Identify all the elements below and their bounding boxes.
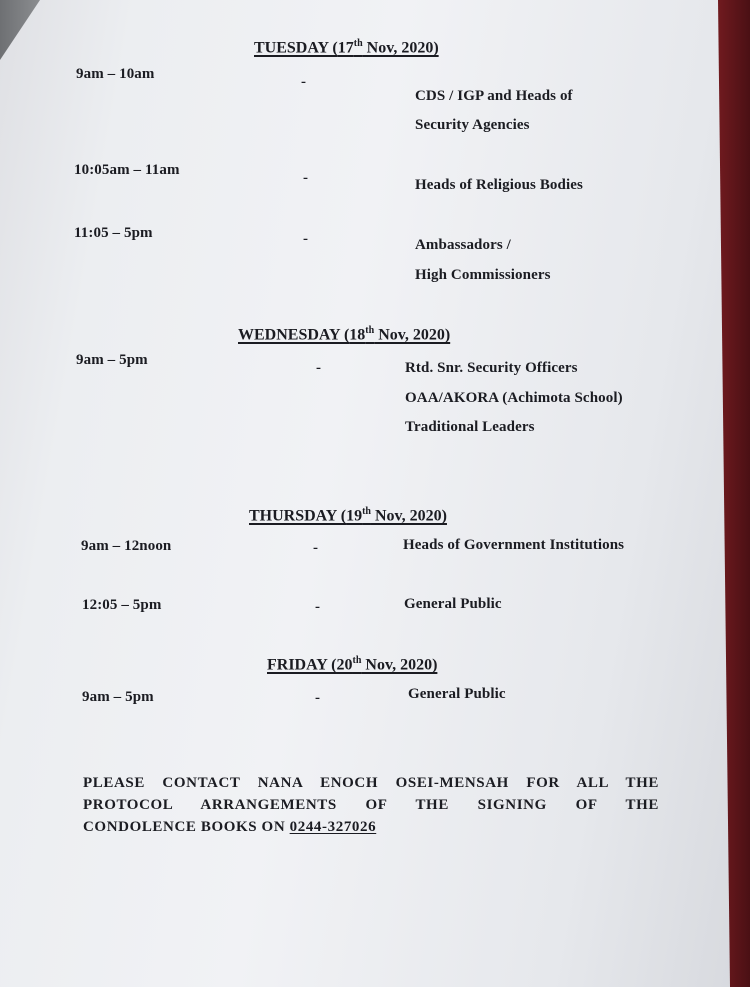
slot-time: 11:05 – 5pm: [74, 225, 153, 241]
slot-time: 12:05 – 5pm: [82, 597, 162, 613]
slot-attendee: Traditional Leaders: [405, 419, 535, 435]
slot-dash: -: [315, 690, 320, 706]
slot-time: 9am – 5pm: [76, 352, 148, 368]
slot-time: 9am – 12noon: [81, 538, 172, 554]
slot-attendee: Ambassadors /: [415, 237, 511, 253]
day-heading-tuesday: TUESDAY (17th Nov, 2020): [254, 38, 439, 57]
slot-attendee: Heads of Government Institutions: [403, 537, 625, 553]
contact-notice-line: PROTOCOL ARRANGEMENTS OF THE SIGNING OF THE: [83, 797, 659, 813]
contact-notice: [83, 772, 659, 838]
contact-notice-text: CONDOLENCE BOOKS ON: [83, 819, 286, 835]
contact-phone-number: 0244-327026: [289, 819, 377, 835]
day-heading-friday: FRIDAY (20th Nov, 2020): [267, 655, 438, 674]
slot-attendee: General Public: [404, 596, 502, 612]
slot-dash: -: [313, 540, 318, 556]
slot-time: 9am – 10am: [76, 66, 155, 82]
contact-notice-line: PLEASE CONTACT NANA ENOCH OSEI-MENSAH FOR ALL THE: [83, 775, 659, 791]
slot-attendee: General Public: [408, 686, 506, 702]
contact-notice-line: [83, 816, 659, 838]
slot-time: 10:05am – 11am: [74, 162, 180, 178]
slot-attendee: Security Agencies: [415, 117, 530, 133]
day-heading-thursday: THURSDAY (19th Nov, 2020): [249, 506, 447, 525]
slot-attendee: High Commissioners: [415, 267, 551, 283]
slot-dash: -: [316, 360, 321, 376]
slot-dash: -: [315, 599, 320, 615]
slot-attendee: Heads of Religious Bodies: [415, 177, 583, 193]
slot-attendee: CDS / IGP and Heads of: [415, 88, 573, 104]
day-heading-wednesday: WEDNESDAY (18th Nov, 2020): [238, 325, 451, 344]
slot-dash: -: [303, 170, 308, 186]
slot-time: 9am – 5pm: [82, 689, 154, 705]
slot-dash: -: [303, 231, 308, 247]
slot-dash: -: [301, 74, 306, 90]
slot-attendee: OAA/AKORA (Achimota School): [405, 390, 623, 406]
slot-attendee: Rtd. Snr. Security Officers: [405, 360, 578, 376]
